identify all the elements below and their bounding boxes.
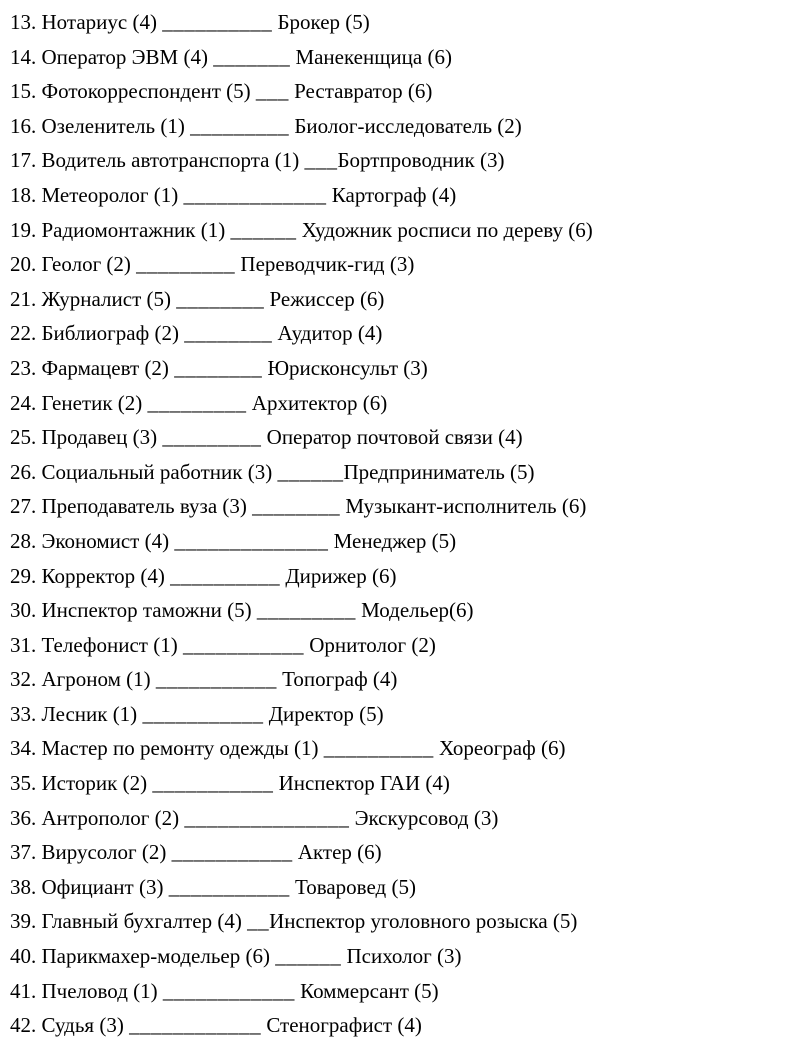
list-item xyxy=(10,247,784,282)
left-profession: Парикмахер-модельер (6) xyxy=(41,944,270,969)
list-item xyxy=(10,766,784,801)
right-profession: Инспектор уголовного розыска (5) xyxy=(269,909,578,934)
blank-line: _________ xyxy=(147,390,247,415)
item-number: 16. xyxy=(10,113,37,138)
right-profession: Инспектор ГАИ (4) xyxy=(278,771,450,796)
item-number: 40. xyxy=(10,944,37,969)
list-item xyxy=(10,213,784,248)
left-profession: Журналист (5) xyxy=(41,286,171,311)
item-number: 15. xyxy=(10,79,37,104)
blank-line: ___________ xyxy=(152,771,274,796)
item-number: 21. xyxy=(10,286,37,311)
left-profession: Мастер по ремонту одежды (1) xyxy=(41,736,319,761)
item-number: 31. xyxy=(10,632,37,657)
list-item xyxy=(10,662,784,697)
left-profession: Оператор ЭВМ (4) xyxy=(41,44,208,69)
blank-line: __________ xyxy=(323,736,434,761)
right-profession: Товаровед (5) xyxy=(294,874,416,899)
item-number: 20. xyxy=(10,252,37,277)
blank-line: ______ xyxy=(277,459,344,484)
item-number: 19. xyxy=(10,217,37,242)
left-profession: Библиограф (2) xyxy=(41,321,179,346)
list-item xyxy=(10,5,784,40)
left-profession: Вирусолог (2) xyxy=(41,840,167,865)
left-profession: Преподаватель вуза (3) xyxy=(41,494,247,519)
left-profession: Геолог (2) xyxy=(41,252,131,277)
blank-line: _______________ xyxy=(184,805,350,830)
right-profession: Художник росписи по дереву (6) xyxy=(301,217,593,242)
right-profession: Психолог (3) xyxy=(346,944,462,969)
left-profession: Водитель автотранспорта (1) xyxy=(41,148,300,173)
right-profession: Менеджер (5) xyxy=(333,528,457,553)
right-profession: Юрисконсульт (3) xyxy=(267,355,428,380)
list-item xyxy=(10,939,784,974)
right-profession: Бортпроводник (3) xyxy=(337,148,505,173)
list-item xyxy=(10,801,784,836)
right-profession: Дирижер (6) xyxy=(285,563,397,588)
list-item xyxy=(10,455,784,490)
right-profession: Музыкант-исполнитель (6) xyxy=(345,494,587,519)
right-profession: Архитектор (6) xyxy=(251,390,388,415)
blank-line: ___________ xyxy=(168,874,290,899)
left-profession: Экономист (4) xyxy=(41,528,170,553)
right-profession: Актер (6) xyxy=(297,840,382,865)
list-item xyxy=(10,386,784,421)
right-profession: Предприниматель (5) xyxy=(343,459,535,484)
list-item xyxy=(10,351,784,386)
blank-line: ________ xyxy=(252,494,341,519)
right-profession: Картограф (4) xyxy=(331,182,457,207)
right-profession: Реставратор (6) xyxy=(294,79,433,104)
list-item xyxy=(10,593,784,628)
list-item xyxy=(10,316,784,351)
profession-pairs-list xyxy=(10,5,784,1043)
item-number: 39. xyxy=(10,909,37,934)
left-profession: Генетик (2) xyxy=(41,390,143,415)
item-number: 18. xyxy=(10,182,37,207)
blank-line: ___ xyxy=(304,148,338,173)
blank-line: _________ xyxy=(256,598,356,623)
list-item xyxy=(10,904,784,939)
right-profession: Биолог-исследователь (2) xyxy=(294,113,522,138)
left-profession: Судья (3) xyxy=(41,1013,124,1038)
item-number: 42. xyxy=(10,1013,37,1038)
item-number: 38. xyxy=(10,874,37,899)
left-profession: Историк (2) xyxy=(41,771,148,796)
left-profession: Фотокорреспондент (5) xyxy=(41,79,251,104)
blank-line: ___________ xyxy=(182,632,304,657)
blank-line: _____________ xyxy=(183,182,327,207)
list-item xyxy=(10,282,784,317)
blank-line: __________ xyxy=(170,563,281,588)
blank-line: ____________ xyxy=(129,1013,262,1038)
left-profession: Метеоролог (1) xyxy=(41,182,179,207)
list-item xyxy=(10,1008,784,1043)
right-profession: Переводчик-гид (3) xyxy=(240,252,415,277)
item-number: 17. xyxy=(10,148,37,173)
list-item xyxy=(10,178,784,213)
right-profession: Брокер (5) xyxy=(277,10,370,34)
item-number: 30. xyxy=(10,598,37,623)
item-number: 22. xyxy=(10,321,37,346)
list-item xyxy=(10,74,784,109)
left-profession: Телефонист (1) xyxy=(41,632,178,657)
left-profession: Озеленитель (1) xyxy=(41,113,185,138)
item-number: 29. xyxy=(10,563,37,588)
blank-line: ___________ xyxy=(155,667,277,692)
list-item xyxy=(10,731,784,766)
right-profession: Топограф (4) xyxy=(282,667,398,692)
blank-line: ___________ xyxy=(171,840,293,865)
blank-line: _________ xyxy=(190,113,290,138)
left-profession: Корректор (4) xyxy=(41,563,165,588)
blank-line: ______ xyxy=(230,217,297,242)
item-number: 25. xyxy=(10,425,37,450)
right-profession: Директор (5) xyxy=(268,701,384,726)
blank-line: __________ xyxy=(162,10,273,34)
item-number: 28. xyxy=(10,528,37,553)
blank-line: ________ xyxy=(176,286,265,311)
left-profession: Официант (3) xyxy=(41,874,164,899)
blank-line: ___________ xyxy=(142,701,264,726)
right-profession: Коммерсант (5) xyxy=(300,978,439,1003)
item-number: 32. xyxy=(10,667,37,692)
blank-line: _______ xyxy=(213,44,291,69)
list-item xyxy=(10,870,784,905)
item-number: 26. xyxy=(10,459,37,484)
blank-line: _________ xyxy=(162,425,262,450)
item-number: 35. xyxy=(10,771,37,796)
left-profession: Пчеловод (1) xyxy=(41,978,158,1003)
item-number: 36. xyxy=(10,805,37,830)
item-number: 27. xyxy=(10,494,37,519)
left-profession: Нотариус (4) xyxy=(41,10,157,34)
blank-line: ____________ xyxy=(162,978,295,1003)
item-number: 23. xyxy=(10,355,37,380)
item-number: 14. xyxy=(10,44,37,69)
right-profession: Оператор почтовой связи (4) xyxy=(266,425,523,450)
right-profession: Режиссер (6) xyxy=(269,286,385,311)
blank-line: _________ xyxy=(136,252,236,277)
left-profession: Инспектор таможни (5) xyxy=(41,598,252,623)
item-number: 34. xyxy=(10,736,37,761)
left-profession: Антрополог (2) xyxy=(41,805,180,830)
list-item xyxy=(10,697,784,732)
item-number: 24. xyxy=(10,390,37,415)
right-profession: Модельер(6) xyxy=(361,598,474,623)
list-item xyxy=(10,559,784,594)
right-profession: Аудитор (4) xyxy=(277,321,383,346)
item-number: 41. xyxy=(10,978,37,1003)
blank-line: ___ xyxy=(255,79,289,104)
blank-line: ______ xyxy=(275,944,342,969)
left-profession: Главный бухгалтер (4) xyxy=(41,909,242,934)
right-profession: Стенографист (4) xyxy=(266,1013,422,1038)
left-profession: Социальный работник (3) xyxy=(41,459,273,484)
right-profession: Хореограф (6) xyxy=(439,736,566,761)
blank-line: ________ xyxy=(184,321,273,346)
list-item xyxy=(10,835,784,870)
list-item xyxy=(10,420,784,455)
item-number: 37. xyxy=(10,840,37,865)
list-item xyxy=(10,40,784,75)
list-item xyxy=(10,628,784,663)
list-item xyxy=(10,974,784,1009)
list-item xyxy=(10,109,784,144)
right-profession: Манекенщица (6) xyxy=(295,44,452,69)
left-profession: Фармацевт (2) xyxy=(41,355,169,380)
blank-line: __ xyxy=(247,909,270,934)
blank-line: ________ xyxy=(174,355,263,380)
item-number: 33. xyxy=(10,701,37,726)
left-profession: Продавец (3) xyxy=(41,425,158,450)
blank-line: ______________ xyxy=(174,528,329,553)
right-profession: Орнитолог (2) xyxy=(309,632,436,657)
list-item xyxy=(10,489,784,524)
left-profession: Лесник (1) xyxy=(41,701,138,726)
left-profession: Агроном (1) xyxy=(41,667,151,692)
list-item xyxy=(10,143,784,178)
right-profession: Экскурсовод (3) xyxy=(354,805,499,830)
left-profession: Радиомонтажник (1) xyxy=(41,217,226,242)
item-number: 13. xyxy=(10,10,37,34)
list-item xyxy=(10,524,784,559)
